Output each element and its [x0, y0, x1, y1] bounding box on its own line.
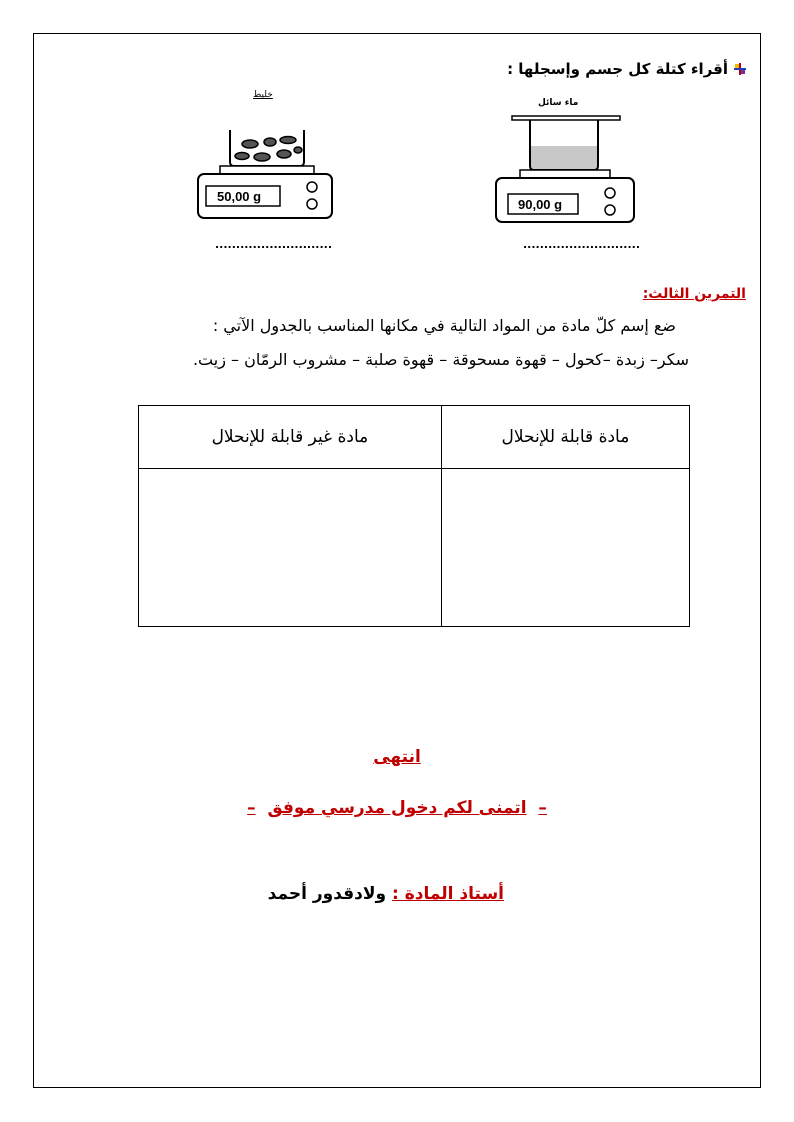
mixture-button-bottom	[307, 199, 317, 209]
liquid-label: ماء سائل	[538, 98, 579, 108]
mixture-answer-blank: ............................	[215, 238, 333, 251]
closing-wish	[0, 798, 794, 818]
teacher-role: أستاذ المادة :	[392, 884, 504, 904]
liquid-beaker	[530, 120, 598, 170]
mixture-reading: 50,00 g	[217, 189, 262, 204]
mixture-beaker	[230, 130, 304, 166]
mixture-label: خليط	[253, 90, 273, 100]
teacher-name: ولادقدور أحمد	[267, 884, 387, 904]
liquid-button-top	[605, 188, 615, 198]
mixture-button-top	[307, 182, 317, 192]
liquid-button-bottom	[605, 205, 615, 215]
teacher-signature	[268, 884, 504, 904]
classification-table	[138, 405, 690, 627]
exercise-title: التمرين الثالث:	[642, 286, 746, 302]
bullet-icon	[734, 61, 746, 79]
liquid-scale-illustration	[492, 110, 642, 228]
dash-right: –	[538, 798, 547, 818]
exercise-instruction: ضع إسم كلّ مادة من المواد التالية في مكانها المناسب بالجدول الآتي :	[212, 316, 676, 335]
col-soluble-header: مادة قابلة للإنحلال	[441, 406, 689, 469]
table-header-row	[139, 406, 690, 469]
liquid-pan	[520, 170, 610, 178]
soluble-answer-cell[interactable]	[441, 469, 689, 627]
exercise-items: سكر– زبدة –كحول – قهوة مسحوقة – قهوة صلبة – مشروب الرمّان – زيت.	[192, 350, 689, 369]
mixture-scale-illustration	[190, 120, 340, 225]
col-insoluble-header: مادة غير قابلة للإنحلال	[139, 406, 442, 469]
dash-left: –	[247, 798, 256, 818]
insoluble-answer-cell[interactable]	[139, 469, 442, 627]
task-text: أقراء كتلة كل جسم وإسجلها :	[507, 60, 728, 78]
task-instruction	[507, 60, 746, 79]
wish-text: اتمنى لكم دخول مدرسي موفق	[267, 798, 527, 818]
end-text: انتهى	[373, 747, 421, 767]
liquid-answer-blank: ............................	[523, 238, 641, 251]
liquid-reading: 90,00 g	[518, 197, 563, 212]
liquid-lid	[512, 116, 620, 120]
mixture-pan	[220, 166, 314, 174]
table-answer-row	[139, 469, 690, 627]
